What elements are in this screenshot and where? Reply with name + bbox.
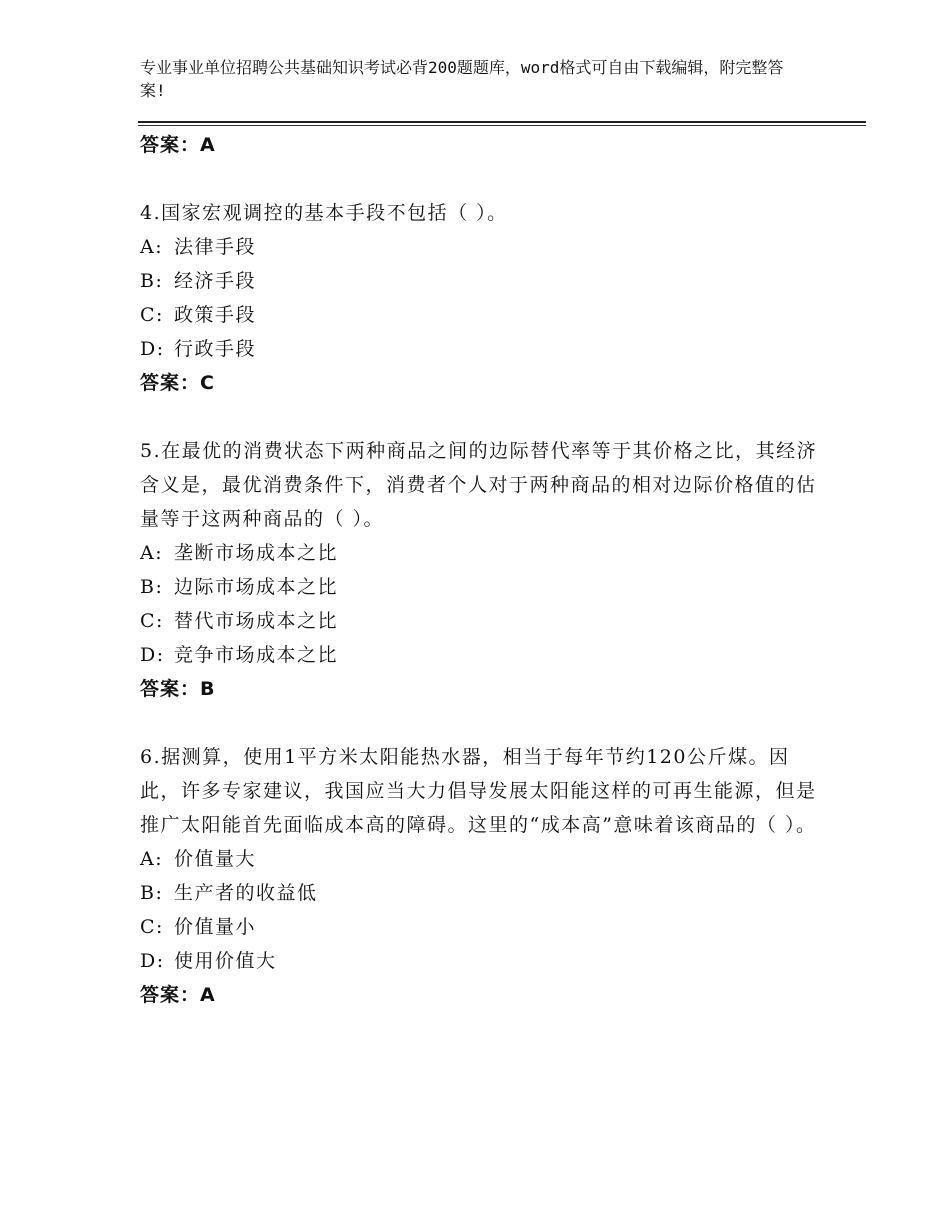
option-text: 价值量大 (174, 848, 257, 870)
option-key: D: (140, 950, 165, 972)
option-key: A: (140, 236, 164, 258)
option-b (140, 570, 840, 604)
answer: 答案：C (140, 372, 215, 394)
option-key: D: (140, 644, 165, 666)
option-key: C: (140, 610, 164, 632)
option-c (140, 910, 840, 944)
option-text: 垄断市场成本之比 (174, 542, 339, 564)
option-text: 经济手段 (174, 270, 257, 292)
answer: 答案：B (140, 678, 216, 700)
option-text: 替代市场成本之比 (174, 610, 339, 632)
option-b (140, 876, 840, 910)
answer: 答案：A (140, 984, 216, 1006)
question-stem: 4.国家宏观调控的基本手段不包括（ ）。 (140, 202, 508, 224)
option-text: 边际市场成本之比 (174, 576, 339, 598)
header-rule-thick (138, 121, 866, 123)
question-stem: 6.据测算，使用1平方米太阳能热水器，相当于每年节约120公斤煤。因此，许多专家建议，我国应当大力倡导发展太阳能这样的可再生能源，但是推广太阳能首先面临成本高的障碍。这里的“成本高”意味着该商品的（ ）。 (140, 746, 817, 836)
option-a (140, 536, 840, 570)
option-d (140, 638, 840, 672)
option-c (140, 298, 840, 332)
option-a (140, 842, 840, 876)
option-text: 行政手段 (174, 338, 257, 360)
option-text: 价值量小 (174, 916, 257, 938)
question-6 (140, 740, 840, 1012)
option-key: B: (140, 882, 164, 904)
option-key: A: (140, 848, 164, 870)
option-text: 使用价值大 (174, 950, 277, 972)
question-list (140, 128, 840, 1012)
question-5 (140, 434, 840, 706)
answer-previous: 答案：A (140, 134, 216, 156)
option-text: 法律手段 (174, 236, 257, 258)
option-key: B: (140, 576, 164, 598)
option-d (140, 332, 840, 366)
option-text: 竞争市场成本之比 (174, 644, 339, 666)
option-b (140, 264, 840, 298)
option-key: C: (140, 304, 164, 326)
option-key: B: (140, 270, 164, 292)
question-4 (140, 196, 840, 400)
option-d (140, 944, 840, 978)
header-rule-thin (138, 125, 866, 126)
option-text: 政策手段 (174, 304, 257, 326)
page-header: 专业事业单位招聘公共基础知识考试必背200题题库，word格式可自由下载编辑，附完整答案! (140, 58, 784, 100)
option-c (140, 604, 840, 638)
option-a (140, 230, 840, 264)
question-stem: 5.在最优的消费状态下两种商品之间的边际替代率等于其价格之比，其经济含义是，最优消费条件下，消费者个人对于两种商品的相对边际价格值的估量等于这两种商品的（ ）。 (140, 440, 818, 530)
option-key: A: (140, 542, 164, 564)
option-text: 生产者的收益低 (174, 882, 318, 904)
option-key: C: (140, 916, 164, 938)
option-key: D: (140, 338, 165, 360)
